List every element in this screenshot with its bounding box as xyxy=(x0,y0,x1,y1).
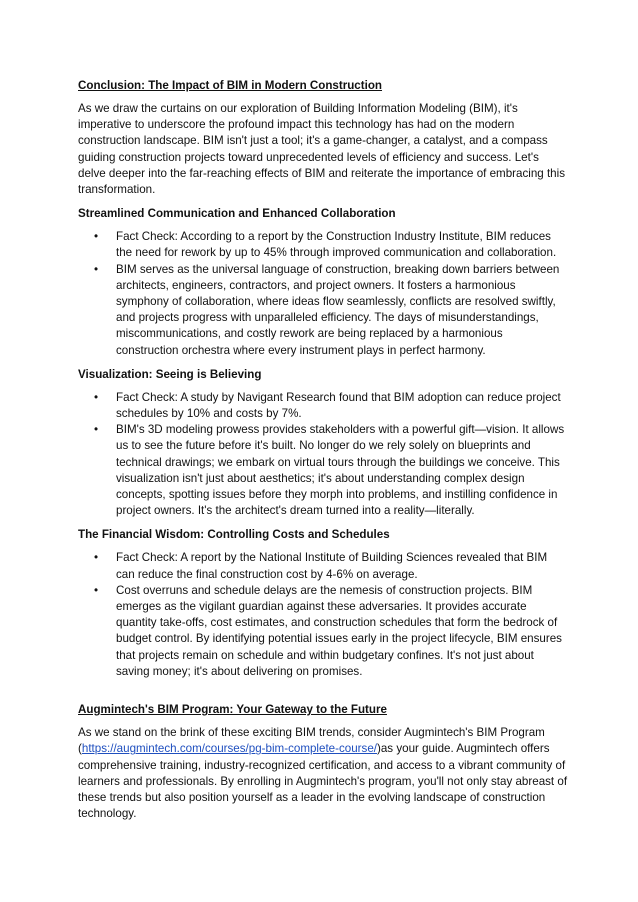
list-item-text: Fact Check: A report by the National Institute of Building Sciences revealed that BIM can reduce the final construction cost by 4-6% on average. xyxy=(116,551,548,581)
list-item-text: BIM's 3D modeling prowess provides stakeholders with a powerful gift—vision. It allows us to see the future before it's built. No longer do we rely solely on blueprints and technical drawings; we embark on virtual tours through the buildings we conceive. This visualization isn't just about aesthetics; it's about understanding complex design concepts, spotting issues before they morph into problems, and instilling confidence in project owners. It's the architect's dream turned into a reality—literally. xyxy=(116,423,565,518)
conclusion-heading: Conclusion: The Impact of BIM in Modern Construction xyxy=(78,79,383,92)
bullet-list-communication xyxy=(78,229,568,359)
conclusion-paragraph: As we draw the curtains on our exploration of Building Information Modeling (BIM), it's imperative to underscore the profound impact this technology has had on the modern construction landscape. BIM isn't just a tool; it's a game-changer, a catalyst, and a compass guiding construction projects toward unprecedented levels of efficiency and success. Let's delve deeper into the far-reaching effects of BIM and reiterate the importance of embracing this transformation. xyxy=(78,102,565,197)
bullet-list-visualization xyxy=(78,390,568,520)
bullet-icon: • xyxy=(94,423,99,437)
bullet-icon: • xyxy=(94,230,99,244)
bullet-list-financial xyxy=(78,550,568,680)
section-spacer xyxy=(78,688,568,702)
list-item xyxy=(94,550,568,582)
list-item xyxy=(94,229,568,261)
course-link[interactable]: https://augmintech.com/courses/pg-bim-complete-course/ xyxy=(81,742,377,756)
program-text-before-link: As we stand on the brink of these exciting BIM trends, consider Augmintech's BIM Program ( xyxy=(78,726,545,756)
program-heading: Augmintech's BIM Program: Your Gateway to the Future xyxy=(78,703,387,717)
section-heading-visualization: Visualization: Seeing is Believing xyxy=(78,367,262,381)
program-paragraph xyxy=(78,725,568,822)
list-item-text: Cost overruns and schedule delays are the nemesis of construction projects. BIM emerges as the vigilant guardian against these adversaries. It provides accurate quantity take-offs, cost estimates, and construction schedules that form the bedrock of budget control. By identifying potential issues early in the project lifecycle, BIM ensures that projects remain on schedule and within budgetary confines. It's not just about saving money; it's about delivering on promises. xyxy=(116,583,562,678)
bullet-icon: • xyxy=(94,583,99,597)
list-item-text: BIM serves as the universal language of construction, breaking down barriers between architects, engineers, contractors, and project owners. It fosters a harmonious symphony of collaboration, where ideas flow seamlessly, conflicts are resolved swiftly, and projects progress with unparalleled efficiency. The days of misunderstandings, miscommunications, and costly rework are being replaced by a harmonious construction orchestra where every instrument plays in perfect harmony. xyxy=(116,262,560,357)
list-item xyxy=(94,583,568,680)
bullet-icon: • xyxy=(94,551,99,565)
section-heading-communication: Streamlined Communication and Enhanced Collaboration xyxy=(78,207,396,221)
list-item-text: Fact Check: A study by Navigant Research found that BIM adoption can reduce project schedules by 10% and costs by 7%. xyxy=(116,390,561,421)
list-item-text: Fact Check: According to a report by the Construction Industry Institute, BIM reduces the need for rework by up to 45% through improved communication and collaboration. xyxy=(116,230,557,260)
program-text-after-link: )as your guide. Augmintech offers comprehensive training, industry-recognized certification, and access to a vibrant community of learners and professionals. By enrolling in Augmintech's program, you'll not only stay abreast of these trends but also position yourself as a leader in the evolving landscape of construction technology. xyxy=(78,742,568,821)
bullet-icon: • xyxy=(94,390,99,404)
list-item xyxy=(94,390,568,422)
section-heading-financial: The Financial Wisdom: Controlling Costs and Schedules xyxy=(78,528,390,542)
bullet-icon: • xyxy=(94,262,99,276)
list-item xyxy=(94,422,568,519)
list-item xyxy=(94,262,568,359)
